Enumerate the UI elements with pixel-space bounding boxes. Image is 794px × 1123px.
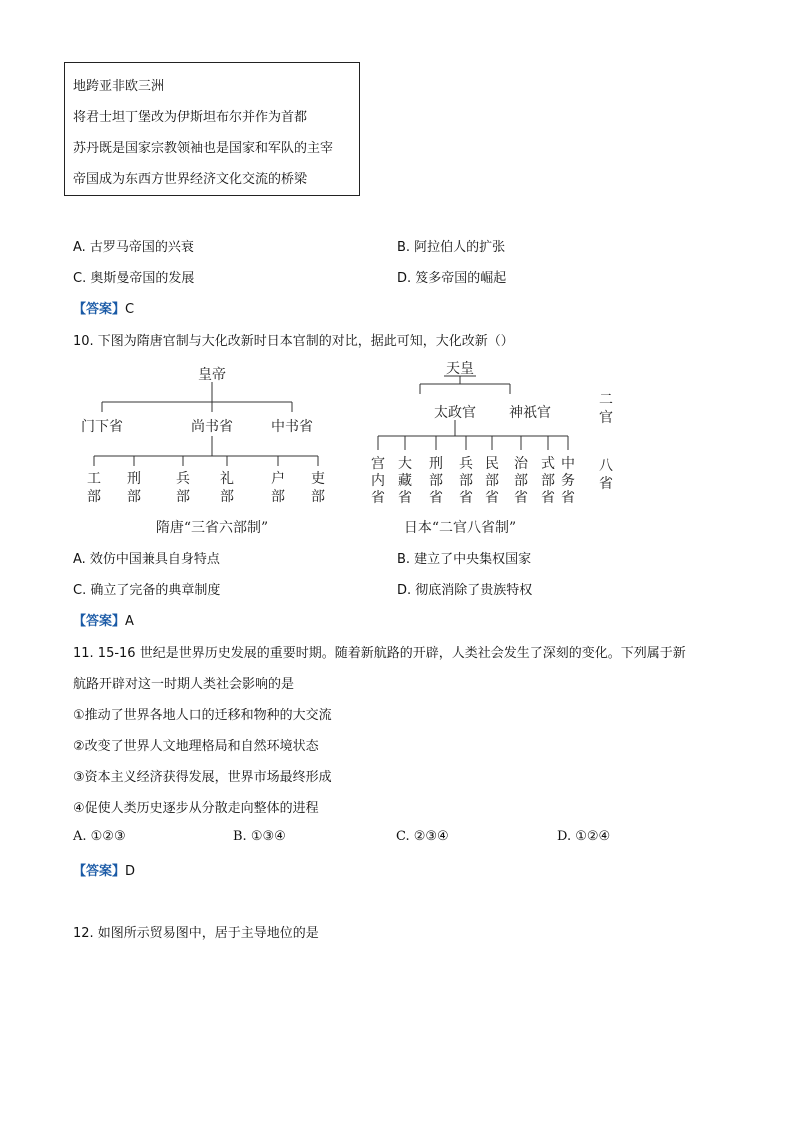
japan-ministry: 式部省 — [541, 456, 555, 506]
q10-answer — [73, 610, 134, 629]
japan-side-labels — [592, 388, 622, 498]
answer-value: C — [125, 302, 135, 317]
tang-ministry: 兵部 — [176, 471, 190, 505]
q11-option-a[interactable]: A. ①②③ — [73, 829, 126, 844]
japan-level1: 太政官 — [434, 405, 476, 421]
q11-stem-line2: 航路开辟对这一时期人类社会影响的是 — [73, 677, 295, 692]
q11-answer — [73, 860, 135, 879]
q10-option-d[interactable]: D. 彻底消除了贵族特权 — [397, 583, 533, 598]
japan-ministry: 民部省 — [485, 456, 499, 506]
tang-level1: 门下省 — [81, 419, 123, 435]
tang-ministry: 刑部 — [127, 471, 141, 505]
japan-official-system-diagram — [360, 358, 620, 540]
q9-option-a[interactable]: A. 古罗马帝国的兴衰 — [73, 240, 194, 255]
side-label-two-offices: 二官 — [599, 392, 613, 426]
q12-stem: 12. 如图所示贸易图中，居于主导地位的是 — [73, 926, 319, 941]
q10-stem: 10. 下图为隋唐官制与大化改新时日本官制的对比，据此可知，大化改新（） — [73, 334, 514, 349]
answer-tag: 【答案】 — [73, 614, 126, 629]
q10-option-b[interactable]: B. 建立了中央集权国家 — [397, 552, 532, 567]
q11-item: ②改变了世界人文地理格局和自然环境状态 — [73, 739, 319, 754]
q9-option-d[interactable]: D. 笈多帝国的崛起 — [397, 271, 507, 286]
answer-tag: 【答案】 — [73, 864, 126, 879]
tang-level1: 中书省 — [271, 419, 313, 435]
japan-ministry: 中务省 — [561, 456, 575, 506]
q11-option-d[interactable]: D. ①②④ — [557, 829, 611, 844]
japan-ministry: 刑部省 — [429, 456, 443, 506]
material-box — [64, 62, 360, 196]
tang-ministry: 吏部 — [311, 471, 325, 505]
q11-stem-line1: 11. 15-16 世纪是世界历史发展的重要时期。随着新航路的开辟，人类社会发生了深刻的变化。下列属于新 — [73, 646, 686, 661]
japan-ministry: 兵部省 — [459, 456, 473, 506]
answer-value: A — [125, 614, 134, 629]
tang-caption: 隋唐“三省六部制” — [155, 520, 269, 536]
japan-ministry: 宫内省 — [371, 456, 385, 506]
material-line: 苏丹既是国家宗教领袖也是国家和军队的主宰 — [73, 141, 334, 156]
tang-ministry: 户部 — [271, 471, 285, 505]
q11-item: ④促使人类历史逐步从分散走向整体的进程 — [73, 801, 319, 816]
japan-root: 天皇 — [446, 361, 474, 377]
q10-option-c[interactable]: C. 确立了完备的典章制度 — [73, 583, 221, 598]
q11-option-b[interactable]: B. ①③④ — [233, 829, 286, 844]
japan-ministry: 治部省 — [514, 456, 528, 506]
answer-value: D — [125, 864, 136, 879]
japan-caption: 日本“二官八省制” — [403, 520, 517, 536]
material-line: 帝国成为东西方世界经济文化交流的桥梁 — [73, 172, 308, 187]
q11-item: ①推动了世界各地人口的迁移和物种的大交流 — [73, 708, 332, 723]
tang-root: 皇帝 — [198, 367, 226, 383]
q9-answer — [73, 298, 134, 317]
side-label-eight-ministries: 八省 — [599, 458, 613, 492]
tang-official-system-diagram — [70, 360, 340, 540]
q9-option-c[interactable]: C. 奥斯曼帝国的发展 — [73, 271, 195, 286]
material-line: 地跨亚非欧三洲 — [73, 79, 165, 94]
tang-ministry: 工部 — [87, 471, 101, 505]
tang-ministry: 礼部 — [220, 471, 234, 505]
answer-tag: 【答案】 — [73, 302, 126, 317]
tang-level1: 尚书省 — [191, 419, 233, 435]
q9-option-b[interactable]: B. 阿拉伯人的扩张 — [397, 240, 506, 255]
japan-ministry: 大藏省 — [398, 456, 412, 506]
material-line: 将君士坦丁堡改为伊斯坦布尔并作为首都 — [73, 110, 308, 125]
q11-item: ③资本主义经济获得发展，世界市场最终形成 — [73, 770, 332, 785]
japan-level1: 神祇官 — [509, 405, 551, 421]
q11-option-c[interactable]: C. ②③④ — [396, 829, 449, 844]
q10-option-a[interactable]: A. 效仿中国兼具自身特点 — [73, 552, 220, 567]
